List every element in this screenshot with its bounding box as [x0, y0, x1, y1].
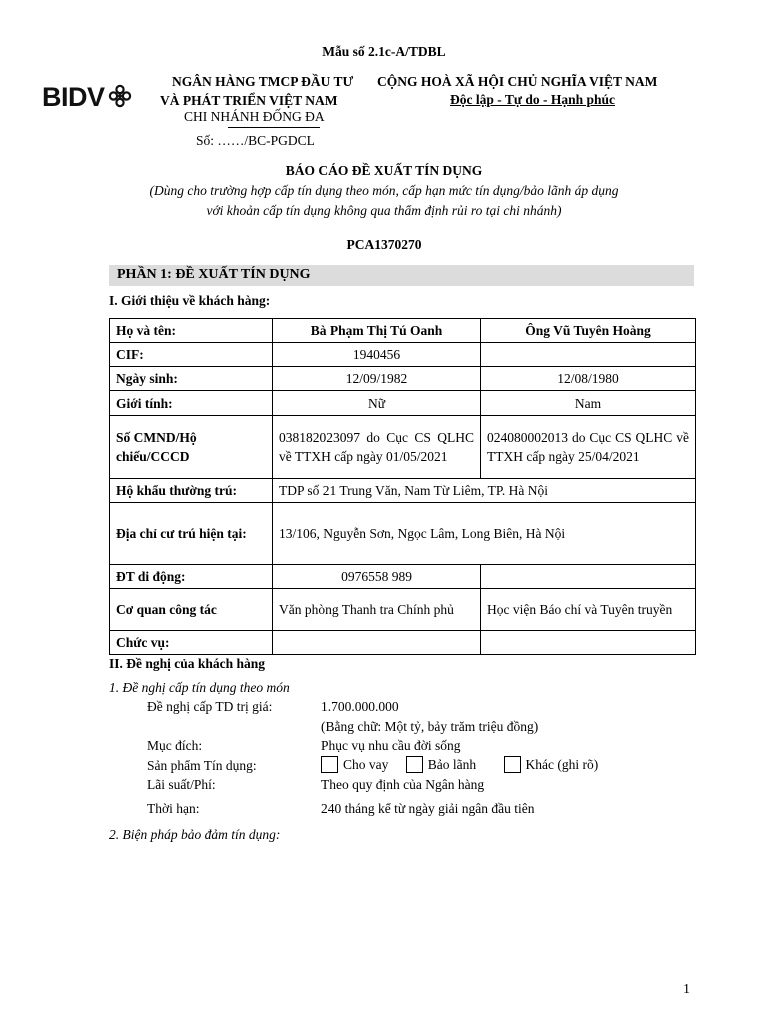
table-row	[110, 391, 696, 416]
rate-label: Lãi suất/Phí:	[147, 777, 216, 792]
section-2-title: II. Đề nghị của khách hàng	[109, 656, 266, 671]
table-row	[110, 367, 696, 391]
customer-1-dob: 12/09/1982	[273, 367, 481, 391]
product-label: Sản phẩm Tín dụng:	[147, 758, 257, 773]
customer-2-dob: 12/08/1980	[481, 367, 696, 391]
position-label: Chức vụ:	[110, 631, 273, 655]
report-title: BÁO CÁO ĐỀ XUẤT TÍN DỤNG	[285, 163, 483, 178]
table-row	[110, 503, 696, 565]
logo-text: BIDV	[42, 81, 105, 112]
bank-name-line1: NGÂN HÀNG TMCP ĐẦU TƯ	[172, 74, 354, 89]
table-row	[110, 479, 696, 503]
customer-1-employer: Văn phòng Thanh tra Chính phủ	[273, 589, 481, 631]
customer-2-id: 024080002013 do Cục CS QLHC về TTXH cấp ngày 25/04/2021	[481, 416, 696, 479]
term-label: Thời hạn:	[147, 801, 200, 816]
document-number: Số: ……/BC-PGDCL	[196, 133, 315, 148]
table-row	[110, 319, 696, 343]
branch-underline	[228, 127, 320, 128]
page-number: 1	[683, 982, 690, 997]
table-row	[110, 343, 696, 367]
table-row	[110, 565, 696, 589]
amount-label: Đề nghị cấp TD trị giá:	[147, 699, 273, 714]
report-subtitle-line1: (Dùng cho trường hợp cấp tín dụng theo món, cấp hạn mức tín dụng/bảo lãnh áp dụng	[149, 183, 619, 198]
household-value: TDP số 21 Trung Văn, Nam Từ Liêm, TP. Hà Nội	[273, 479, 696, 503]
customer-2-name: Ông Vũ Tuyên Hoàng	[481, 319, 696, 343]
part-1-title: PHẦN 1: ĐỀ XUẤT TÍN DỤNG	[117, 267, 311, 282]
customer-2-position	[481, 631, 696, 655]
customer-2-employer: Học viện Báo chí và Tuyên truyền	[481, 589, 696, 631]
option-other-label: Khác (ghi rõ)	[525, 756, 599, 772]
nation-motto: Độc lập - Tự do - Hạnh phúc	[450, 92, 616, 107]
bank-name-line2: VÀ PHÁT TRIỂN VIỆT NAM	[160, 93, 338, 108]
report-code: PCA1370270	[346, 237, 422, 252]
amount-value: 1.700.000.000	[321, 699, 399, 714]
bank-branch: CHI NHÁNH ĐỐNG ĐA	[184, 109, 325, 124]
amount-in-words: (Bằng chữ: Một tỷ, bảy trăm triệu đồng)	[321, 719, 539, 734]
form-code: Mẫu số 2.1c-A/TDBL	[322, 44, 446, 59]
guarantee-checkbox[interactable]	[406, 756, 423, 773]
address-label: Địa chỉ cư trú hiện tại:	[110, 503, 273, 565]
name-label: Họ và tên:	[110, 319, 273, 343]
part-1-header-bar	[109, 265, 694, 286]
loan-checkbox[interactable]	[321, 756, 338, 773]
product-options	[321, 756, 598, 777]
customer-1-id: 038182023097 do Cục CS QLHC về TTXH cấp ngày 01/05/2021	[273, 416, 481, 479]
table-row	[110, 631, 696, 655]
customer-1-position	[273, 631, 481, 655]
customer-info-table	[109, 318, 696, 655]
dob-label: Ngày sinh:	[110, 367, 273, 391]
household-label: Hộ khẩu thường trú:	[110, 479, 273, 503]
address-value: 13/106, Nguyễn Sơn, Ngọc Lâm, Long Biên, Hà Nội	[273, 503, 696, 565]
customer-1-phone: 0976558 989	[273, 565, 481, 589]
customer-1-cif: 1940456	[273, 343, 481, 367]
phone-label: ĐT di động:	[110, 565, 273, 589]
employer-label: Cơ quan công tác	[110, 589, 273, 631]
customer-1-name: Bà Phạm Thị Tú Oanh	[273, 319, 481, 343]
nation-title: CỘNG HOÀ XÃ HỘI CHỦ NGHĨA VIỆT NAM	[377, 74, 658, 89]
customer-2-cif	[481, 343, 696, 367]
purpose-value: Phục vụ nhu cầu đời sống	[321, 738, 461, 753]
option-other[interactable]	[504, 756, 599, 773]
option-loan-label: Cho vay	[343, 756, 389, 772]
option-loan[interactable]	[321, 756, 388, 773]
report-subtitle-line2: với khoản cấp tín dụng không qua thẩm định rủi ro tại chi nhánh)	[206, 203, 562, 218]
subsection-2-title: 2. Biện pháp bảo đảm tín dụng:	[109, 827, 281, 842]
term-value: 240 tháng kể từ ngày giải ngân đầu tiên	[321, 801, 535, 816]
bidv-emblem-icon	[108, 84, 132, 108]
purpose-label: Mục đích:	[147, 738, 203, 753]
subsection-1-title: 1. Đề nghị cấp tín dụng theo món	[109, 680, 290, 695]
rate-value: Theo quy định của Ngân hàng	[321, 777, 485, 792]
id-label: Số CMND/Hộ chiếu/CCCD	[110, 416, 273, 479]
cif-label: CIF:	[110, 343, 273, 367]
bidv-logo	[42, 80, 132, 114]
gender-label: Giới tính:	[110, 391, 273, 416]
option-guarantee[interactable]	[406, 756, 476, 773]
customer-1-gender: Nữ	[273, 391, 481, 416]
customer-2-phone	[481, 565, 696, 589]
table-row	[110, 416, 696, 479]
other-checkbox[interactable]	[504, 756, 521, 773]
section-1-title: I. Giới thiệu về khách hàng:	[109, 293, 271, 308]
table-row	[110, 589, 696, 631]
customer-2-gender: Nam	[481, 391, 696, 416]
option-guarantee-label: Bảo lãnh	[427, 756, 477, 772]
